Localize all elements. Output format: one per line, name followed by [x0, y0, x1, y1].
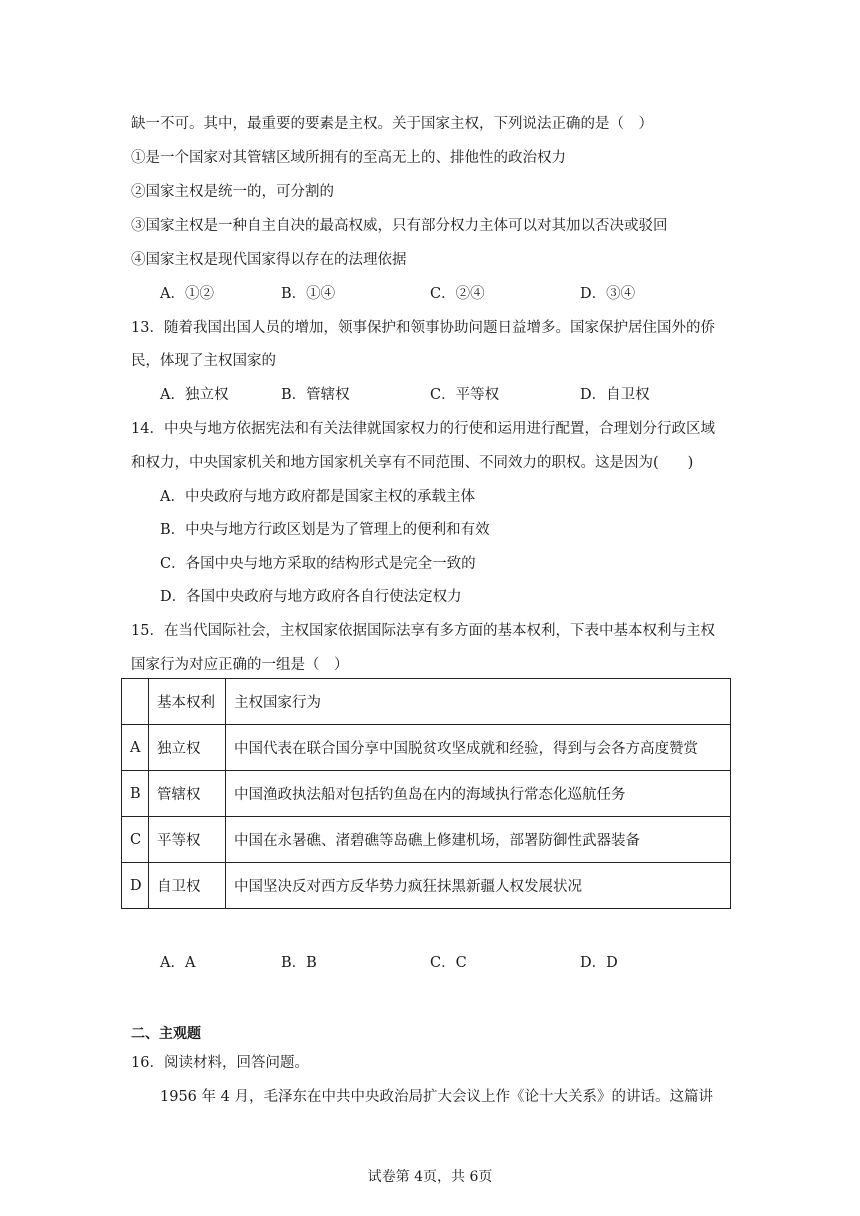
- q15-stem-line1: 15．在当代国际社会，主权国家依据国际法享有多方面的基本权利，下表中基本权利与主权: [131, 623, 715, 639]
- q15-option-d: D．D: [580, 955, 618, 971]
- q13-option-a: A．独立权: [160, 387, 229, 403]
- table-row: [122, 863, 731, 909]
- q13-option-c: C．平等权: [430, 387, 500, 403]
- q14-stem-line1: 14．中央与地方依据宪法和有关法律就国家权力的行使和运用进行配置，合理划分行政区域: [131, 421, 715, 437]
- table-cell-right: 平等权: [149, 817, 226, 863]
- q15-stem-line2: 国家行为对应正确的一组是（ ）: [131, 657, 349, 673]
- q13-stem-line2: 民，体现了主权国家的: [131, 353, 276, 369]
- table-cell-letter: C: [122, 817, 149, 863]
- table-cell-right: 独立权: [149, 725, 226, 771]
- table-row: [122, 817, 731, 863]
- table-cell-right: 自卫权: [149, 863, 226, 909]
- table-header-row: [122, 679, 731, 725]
- section-heading: 二、主观题: [131, 1026, 201, 1042]
- table-cell-letter: D: [122, 863, 149, 909]
- q13-option-d: D．自卫权: [580, 387, 650, 403]
- q14-option-d: D．各国中央政府与地方政府各自行使法定权力: [160, 589, 462, 605]
- q16-stem: 16．阅读材料，回答问题。: [131, 1055, 309, 1071]
- q12-statement-2: ②国家主权是统一的，可分割的: [131, 184, 334, 200]
- q14-stem-line2: 和权力，中央国家机关和地方国家机关享有不同范围、不同效力的职权。这是因为( ): [131, 455, 694, 471]
- q13-stem-line1: 13．随着我国出国人员的增加，领事保护和领事协助问题日益增多。国家保护居住国外的侨: [131, 320, 715, 336]
- q15-option-a: A．A: [160, 955, 196, 971]
- q15-option-c: C．C: [430, 955, 467, 971]
- q12-option-c: C．②④: [430, 286, 485, 302]
- q15-table: [121, 678, 731, 909]
- table-cell-action: 中国渔政执法船对包括钓鱼岛在内的海域执行常态化巡航任务: [226, 771, 731, 817]
- q13-option-b: B．管辖权: [281, 387, 350, 403]
- table-row: [122, 771, 731, 817]
- q16-material: 1956 年 4 月，毛泽东在中共中央政治局扩大会议上作《论十大关系》的讲话。这篇讲: [160, 1089, 713, 1105]
- q14-option-a: A．中央政府与地方政府都是国家主权的承载主体: [160, 489, 475, 505]
- table-header-cell: 基本权利: [149, 679, 226, 725]
- table-header-cell: [122, 679, 149, 725]
- q12-stem-tail: 缺一不可。其中，最重要的要素是主权。关于国家主权，下列说法正确的是（ ）: [131, 116, 653, 132]
- q15-option-b: B．B: [281, 955, 317, 971]
- q12-statement-3: ③国家主权是一种自主自决的最高权威，只有部分权力主体可以对其加以否决或驳回: [131, 218, 668, 234]
- page-footer: 试卷第 4页，共 6页: [367, 1169, 493, 1185]
- table-cell-letter: B: [122, 771, 149, 817]
- q12-statement-4: ④国家主权是现代国家得以存在的法理依据: [131, 252, 407, 268]
- q14-option-b: B．中央与地方行政区划是为了管理上的便利和有效: [160, 522, 490, 538]
- table-cell-letter: A: [122, 725, 149, 771]
- table-cell-action: 中国代表在联合国分享中国脱贫攻坚成就和经验，得到与会各方高度赞赏: [226, 725, 731, 771]
- table-cell-action: 中国在永暑礁、渚碧礁等岛礁上修建机场，部署防御性武器装备: [226, 817, 731, 863]
- table-header-cell: 主权国家行为: [226, 679, 731, 725]
- q12-option-a: A．①②: [160, 286, 214, 302]
- table-row: [122, 725, 731, 771]
- q14-option-c: C．各国中央与地方采取的结构形式是完全一致的: [160, 556, 476, 572]
- table-cell-action: 中国坚决反对西方反华势力疯狂抹黑新疆人权发展状况: [226, 863, 731, 909]
- q12-statement-1: ①是一个国家对其管辖区域所拥有的至高无上的、排他性的政治权力: [131, 150, 566, 166]
- q12-option-d: D．③④: [580, 286, 636, 302]
- q12-option-b: B．①④: [281, 286, 336, 302]
- table-cell-right: 管辖权: [149, 771, 226, 817]
